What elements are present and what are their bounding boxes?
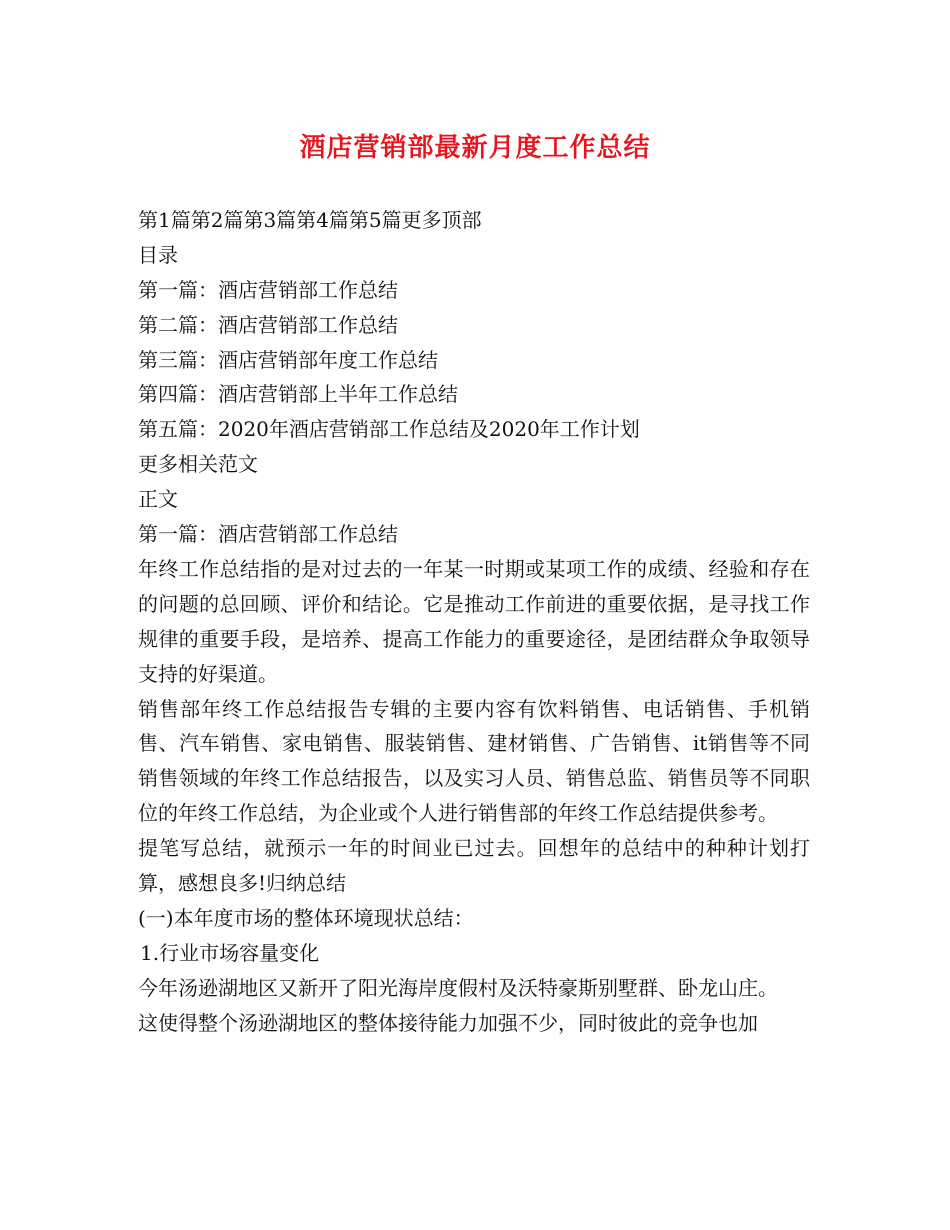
subheading-market-environment: (一)本年度市场的整体环境现状总结： <box>138 905 474 930</box>
paragraph-1: 年终工作总结指的是对过去的一年某一时期或某项工作的成绩、经验和存在的问题的总回顾、评价和结论。它是推动工作前进的重要依据，是寻找工作规律的重要手段，是培养、提高工作能力的重要途径，是团结群众争取领导支持的好渠道。 <box>138 556 810 686</box>
section-title: 第一篇：酒店营销部工作总结 <box>138 522 398 547</box>
toc-item-5[interactable]: 第五篇：2020年酒店营销部工作总结及2020年工作计划 <box>138 417 640 442</box>
toc-item-4[interactable]: 第四篇：酒店营销部上半年工作总结 <box>138 382 458 407</box>
paragraph-4-line-2: 这使得整个汤逊湖地区的整体接待能力加强不少，同时彼此的竞争也加 <box>138 1010 758 1035</box>
paragraph-2: 销售部年终工作总结报告专辑的主要内容有饮料销售、电话销售、手机销售、汽车销售、家电销售、服装销售、建材销售、广告销售、it销售等不同销售领域的年终工作总结报告，以及实习人员、销售总监、销售员等不同职位的年终工作总结，为企业或个人进行销售部的年终工作总结提供参考。 <box>138 696 810 826</box>
toc-item-1[interactable]: 第一篇：酒店营销部工作总结 <box>138 277 398 302</box>
page-nav-links[interactable]: 第1篇第2篇第3篇第4篇第5篇更多顶部 <box>138 208 482 232</box>
paragraph-4-line-1: 今年汤逊湖地区又新开了阳光海岸度假村及沃特豪斯别墅群、卧龙山庄。 <box>138 975 778 1000</box>
document-title: 酒店营销部最新月度工作总结 <box>299 133 651 163</box>
toc-item-3[interactable]: 第三篇：酒店营销部年度工作总结 <box>138 347 438 372</box>
more-related-link[interactable]: 更多相关范文 <box>138 452 258 477</box>
paragraph-3: 提笔写总结，就预示一年的时间业已过去。回想年的总结中的种种计划打算，感想良多!归纳总结 <box>138 836 810 896</box>
document-body <box>138 203 828 1041</box>
subheading-market-capacity: 1.行业市场容量变化 <box>140 940 320 965</box>
toc-heading: 目录 <box>138 242 178 267</box>
toc-item-2[interactable]: 第二篇：酒店营销部工作总结 <box>138 312 398 337</box>
body-heading: 正文 <box>138 487 178 512</box>
